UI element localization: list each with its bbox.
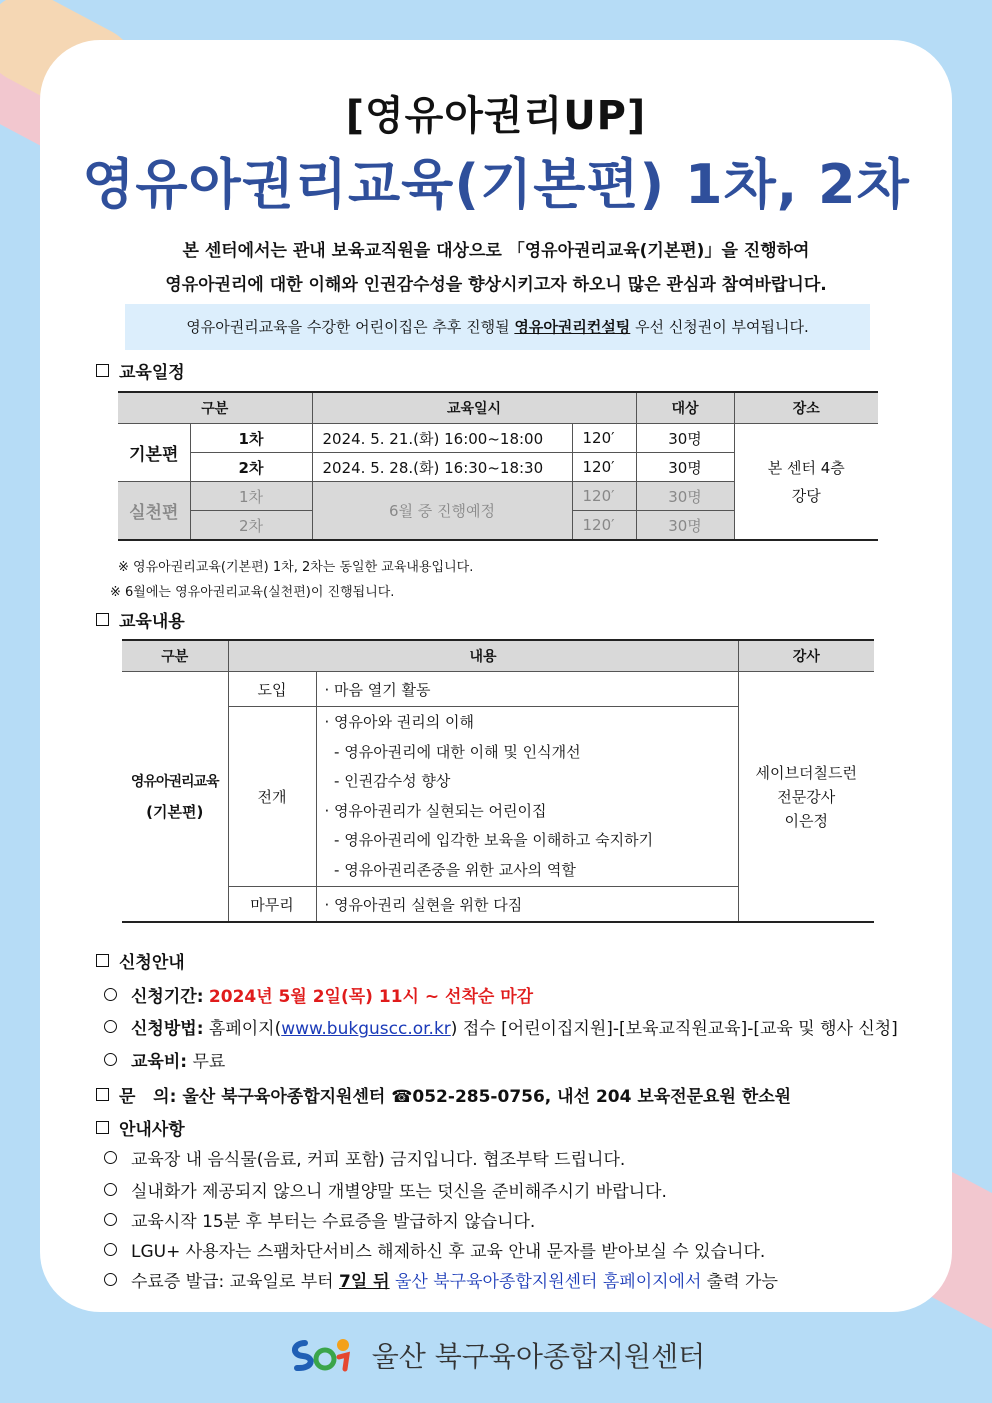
square-bullet-icon bbox=[96, 1121, 109, 1134]
guide-item bbox=[104, 1177, 667, 1202]
instructor-line: 세이브더칠드런 bbox=[755, 763, 857, 782]
homepage-link[interactable]: www.bukguscc.or.kr bbox=[281, 1019, 451, 1039]
subtitle: [영유아권리UP] bbox=[345, 93, 647, 139]
stage-cell: 도입 bbox=[228, 672, 316, 707]
date-cell: 2024. 5. 21.(화) 16:00~18:00 bbox=[312, 424, 572, 453]
round-cell: 1차 bbox=[190, 424, 312, 453]
round-cell: 2차 bbox=[190, 511, 312, 541]
time-cell: 120′ bbox=[572, 453, 636, 482]
instructor-cell bbox=[738, 672, 874, 923]
fee-value: 무료 bbox=[192, 1052, 226, 1072]
circle-bullet-icon bbox=[104, 1020, 117, 1033]
schedule-note-2: ※ 6월에는 영유아권리교육(실천편)이 진행됩니다. bbox=[110, 585, 395, 600]
org-name: 울산 북구육아종합지원센터 bbox=[371, 1340, 706, 1373]
square-bullet-icon bbox=[96, 1088, 109, 1101]
instructor-line: 전문강사 bbox=[777, 787, 836, 806]
circle-bullet-icon bbox=[104, 1151, 117, 1164]
section-contact bbox=[96, 1082, 791, 1107]
content-line: · 영유아와 권리의 이해 bbox=[324, 713, 474, 731]
header-cell: 교육일시 bbox=[312, 392, 636, 424]
header-cell: 구분 bbox=[118, 392, 312, 424]
circle-bullet-icon bbox=[104, 1273, 117, 1286]
section-content-heading bbox=[96, 607, 185, 632]
instructor-line: 이은정 bbox=[784, 811, 828, 830]
intro-line-1: 본 센터에서는 관내 보육교직원을 대상으로 「영유아권리교육(기본편)」을 진행하여 bbox=[182, 241, 810, 261]
table-row bbox=[122, 672, 874, 707]
content-line: - 영유아권리에 입각한 보육을 이해하고 숙지하기 bbox=[324, 831, 654, 849]
content-line: - 인권감수성 향상 bbox=[324, 772, 451, 790]
table-row bbox=[118, 424, 878, 453]
guide-text: 교육장 내 음식물(음료, 커피 포함) 금지입니다. 협조부탁 드립니다. bbox=[131, 1150, 626, 1170]
course-line: 영유아권리교육 bbox=[130, 774, 219, 790]
schedule-note-1: ※ 영유아권리교육(기본편) 1차, 2차는 동일한 교육내용입니다. bbox=[118, 560, 474, 575]
guide-text: LGU+ 사용자는 스팸차단서비스 해제하신 후 교육 안내 문자를 받아보실 수 있습니다. bbox=[131, 1242, 766, 1262]
intro-line-2: 영유아권리에 대한 이해와 인권감수성을 향상시키고자 하오니 많은 관심과 참여바랍니다. bbox=[165, 275, 827, 295]
circle-bullet-icon bbox=[104, 1213, 117, 1226]
apply-fee bbox=[104, 1047, 225, 1072]
section-title: 신청안내 bbox=[119, 953, 185, 973]
date-cell: 6월 중 진행예정 bbox=[312, 482, 572, 541]
label: 신청방법: bbox=[131, 1019, 204, 1039]
notice-box bbox=[125, 304, 870, 350]
header-cell: 장소 bbox=[734, 392, 878, 424]
course-line: (기본편) bbox=[146, 803, 204, 821]
footer bbox=[0, 1335, 992, 1375]
round-cell: 1차 bbox=[190, 482, 312, 511]
guide-text: 교육시작 15분 후 부터는 수료증을 발급하지 않습니다. bbox=[131, 1212, 536, 1232]
circle-bullet-icon bbox=[104, 1183, 117, 1196]
schedule-table bbox=[118, 391, 878, 541]
label: 신청기간: bbox=[131, 987, 204, 1007]
notice-text-post: 우선 신청권이 부여됩니다. bbox=[630, 318, 809, 336]
guide-blue-text: 울산 북구육아종합지원센터 홈페이지에서 bbox=[389, 1272, 702, 1292]
content-cell: · 영유아권리 실현을 위한 다짐 bbox=[316, 887, 738, 923]
section-title: 교육일정 bbox=[119, 363, 185, 383]
target-cell: 30명 bbox=[636, 453, 734, 482]
content-line: · 영유아권리가 실현되는 어린이집 bbox=[324, 801, 547, 820]
row-group-practice: 실천편 bbox=[118, 482, 190, 541]
circle-bullet-icon bbox=[104, 988, 117, 1001]
contact-value: 울산 북구육아종합지원센터 ☎052-285-0756, 내선 204 보육전문요원 한소원 bbox=[182, 1087, 792, 1107]
guide-text: 출력 가능 bbox=[701, 1272, 778, 1292]
header-cell: 내용 bbox=[228, 640, 738, 672]
time-cell: 120′ bbox=[572, 482, 636, 511]
guide-highlight: 7일 뒤 bbox=[339, 1272, 390, 1292]
square-bullet-icon bbox=[96, 954, 109, 967]
time-cell: 120′ bbox=[572, 511, 636, 541]
content-cell: · 마음 열기 활동 bbox=[316, 672, 738, 707]
time-cell: 120′ bbox=[572, 424, 636, 453]
table-header-row bbox=[118, 392, 878, 424]
section-title: 교육내용 bbox=[119, 612, 185, 632]
guide-text: 실내화가 제공되지 않으니 개별양말 또는 덧신을 준비해주시기 바랍니다. bbox=[131, 1182, 667, 1202]
row-group-basic: 기본편 bbox=[118, 424, 190, 482]
header-cell: 대상 bbox=[636, 392, 734, 424]
date-cell: 2024. 5. 28.(화) 16:30~18:30 bbox=[312, 453, 572, 482]
target-cell: 30명 bbox=[636, 424, 734, 453]
place-line: 본 센터 4층 bbox=[767, 458, 845, 477]
apply-period bbox=[104, 982, 533, 1007]
guide-item bbox=[104, 1267, 778, 1292]
stage-cell: 전개 bbox=[228, 707, 316, 887]
center-logo-icon bbox=[287, 1335, 357, 1375]
content-line: - 영유아권리존중을 위한 교사의 역할 bbox=[324, 860, 576, 879]
guide-item bbox=[104, 1237, 765, 1262]
label: 교육비: bbox=[131, 1052, 188, 1072]
header-cell: 구분 bbox=[122, 640, 228, 672]
notice-text-pre: 영유아권리교육을 수강한 어린이집은 추후 진행될 bbox=[186, 318, 515, 336]
page-title: 영유아권리교육(기본편) 1차, 2차 bbox=[82, 153, 910, 216]
target-cell: 30명 bbox=[636, 482, 734, 511]
content-cell bbox=[316, 707, 738, 887]
course-cell bbox=[122, 672, 228, 923]
target-cell: 30명 bbox=[636, 511, 734, 541]
content-line: - 영유아권리에 대한 이해 및 인식개선 bbox=[324, 742, 581, 761]
notice-underline: 영유아권리컨설팅 bbox=[514, 318, 631, 336]
section-title: 안내사항 bbox=[119, 1120, 185, 1140]
table-header-row bbox=[122, 640, 874, 672]
section-title: 문 의: bbox=[119, 1087, 177, 1107]
period-value: 2024년 5월 2일(목) 11시 ~ 선착순 마감 bbox=[208, 987, 534, 1007]
stage-cell: 마무리 bbox=[228, 887, 316, 923]
round-cell: 2차 bbox=[190, 453, 312, 482]
header-cell: 강사 bbox=[738, 640, 874, 672]
place-line: 강당 bbox=[791, 486, 821, 505]
method-text: ) 접수 [어린이집지원]-[보육교직원교육]-[교육 및 행사 신청] bbox=[450, 1019, 898, 1039]
guide-item bbox=[104, 1145, 625, 1170]
section-apply-heading bbox=[96, 948, 185, 973]
circle-bullet-icon bbox=[104, 1243, 117, 1256]
method-text: 홈페이지( bbox=[208, 1019, 282, 1039]
guide-text: 수료증 발급: 교육일로 부터 bbox=[131, 1272, 339, 1292]
section-schedule-heading bbox=[96, 358, 185, 383]
square-bullet-icon bbox=[96, 613, 109, 626]
section-guide-heading bbox=[96, 1115, 185, 1140]
content-table bbox=[122, 639, 874, 923]
square-bullet-icon bbox=[96, 364, 109, 377]
apply-method bbox=[104, 1014, 898, 1039]
guide-item bbox=[104, 1207, 535, 1232]
place-cell bbox=[734, 424, 878, 541]
circle-bullet-icon bbox=[104, 1053, 117, 1066]
